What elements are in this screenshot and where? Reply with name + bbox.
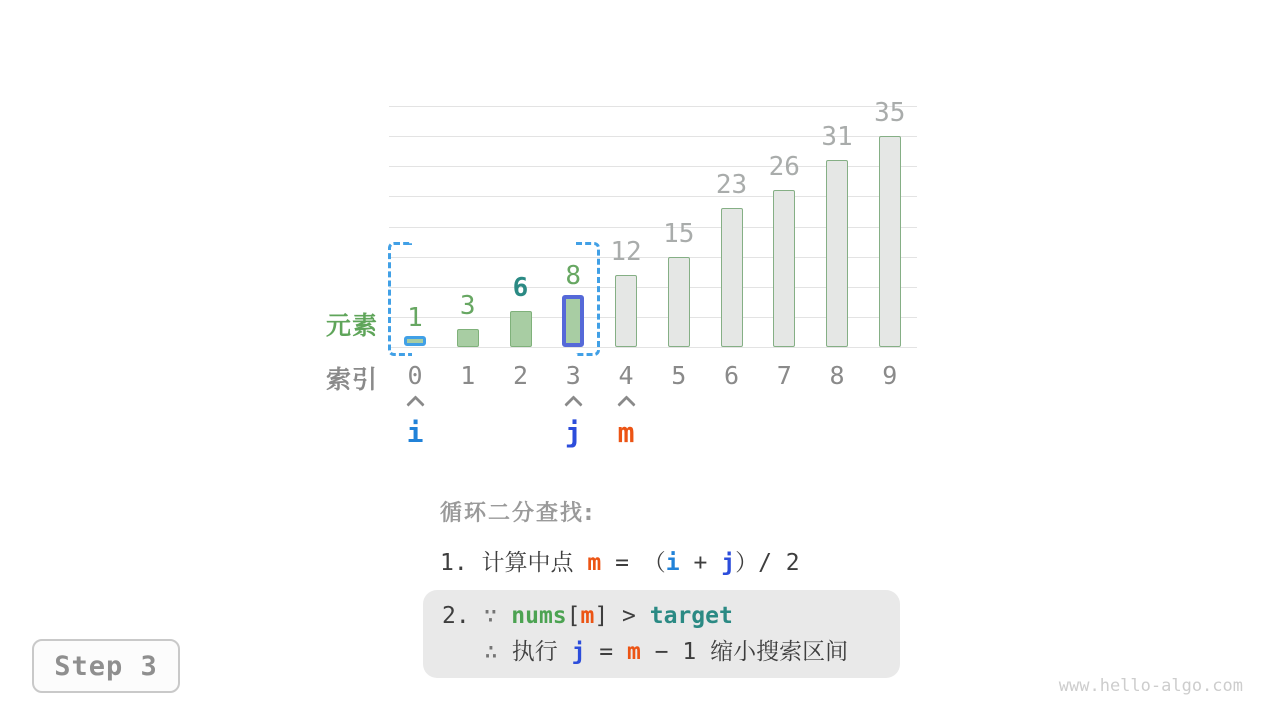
index-tick-label: 1 bbox=[460, 361, 476, 390]
index-tick-label: 4 bbox=[618, 361, 634, 390]
index-tick-label: 9 bbox=[882, 361, 898, 390]
bar-value-label: 3 bbox=[459, 290, 476, 321]
index-tick-label: 7 bbox=[776, 361, 792, 390]
bar-index-0 bbox=[404, 336, 426, 346]
bar-value-label: 6 bbox=[512, 272, 529, 303]
watermark-url: www.hello-algo.com bbox=[1058, 676, 1243, 696]
token-i: i bbox=[665, 550, 680, 576]
token-m: m bbox=[580, 603, 595, 629]
bar-value-label: 8 bbox=[565, 260, 582, 291]
token-m: m bbox=[626, 639, 641, 665]
token-text: − 1 缩小搜索区间 bbox=[640, 639, 849, 665]
gridline bbox=[389, 106, 917, 107]
gridline bbox=[389, 347, 917, 348]
bar-value-label: 15 bbox=[663, 218, 695, 249]
token-muted: ∵ bbox=[483, 603, 512, 629]
bar-value-label: 26 bbox=[768, 152, 800, 183]
token-muted: ∴ bbox=[484, 639, 512, 665]
bar-index-7 bbox=[773, 190, 795, 347]
bar-value-label: 23 bbox=[715, 170, 748, 201]
token-nums: nums bbox=[511, 603, 567, 629]
bar-value-label: 1 bbox=[407, 302, 423, 333]
token-target: target bbox=[649, 603, 733, 629]
token-text: + bbox=[679, 550, 722, 576]
token-text: = bbox=[585, 639, 627, 665]
token-text: 2. bbox=[442, 603, 484, 629]
pointer-label-i: i bbox=[406, 416, 424, 449]
caption-title: 循环二分查找: bbox=[440, 501, 595, 526]
pointer-label-m: m bbox=[617, 416, 635, 449]
index-tick-label: 5 bbox=[671, 361, 687, 390]
token-j: j bbox=[721, 550, 736, 576]
index-tick-label: 8 bbox=[829, 361, 845, 390]
pointer-caret-i bbox=[406, 395, 424, 413]
token-text: = （ bbox=[601, 550, 666, 576]
index-tick-label: 0 bbox=[407, 361, 423, 390]
bar-index-1 bbox=[457, 329, 479, 347]
bar-index-9 bbox=[879, 136, 901, 347]
bar-index-3 bbox=[562, 295, 584, 347]
pointer-label-j: j bbox=[564, 416, 582, 449]
token-j: j bbox=[571, 639, 586, 665]
caption-step-2-action bbox=[484, 637, 848, 667]
row-label-element: 元素 bbox=[325, 311, 378, 340]
caption-step-2-highlight-box bbox=[423, 590, 900, 678]
caption-step-2-condition bbox=[442, 601, 733, 631]
token-m: m bbox=[587, 550, 602, 576]
bar-index-2 bbox=[510, 311, 532, 347]
bar-index-8 bbox=[826, 160, 848, 347]
pointer-caret-m bbox=[617, 395, 635, 413]
token-text: ] > bbox=[594, 603, 650, 629]
index-tick-label: 2 bbox=[512, 361, 529, 390]
token-text: [ bbox=[566, 603, 581, 629]
bar-value-label: 12 bbox=[610, 236, 642, 267]
bar-index-4 bbox=[615, 275, 637, 347]
pointer-caret-j bbox=[565, 395, 583, 413]
token-text: 1. 计算中点 bbox=[440, 550, 588, 576]
index-tick-label: 3 bbox=[565, 361, 581, 390]
bar-index-6 bbox=[721, 208, 743, 347]
row-label-index: 索引 bbox=[325, 365, 378, 394]
token-text: 执行 bbox=[511, 639, 572, 665]
token-text: ）/ 2 bbox=[735, 550, 800, 576]
caption-step-1 bbox=[440, 548, 800, 578]
bar-value-label: 35 bbox=[874, 98, 906, 129]
bar-index-5 bbox=[668, 257, 690, 347]
index-tick-label: 6 bbox=[723, 361, 740, 390]
step-badge: Step 3 bbox=[32, 639, 180, 693]
bar-value-label: 31 bbox=[821, 122, 853, 153]
